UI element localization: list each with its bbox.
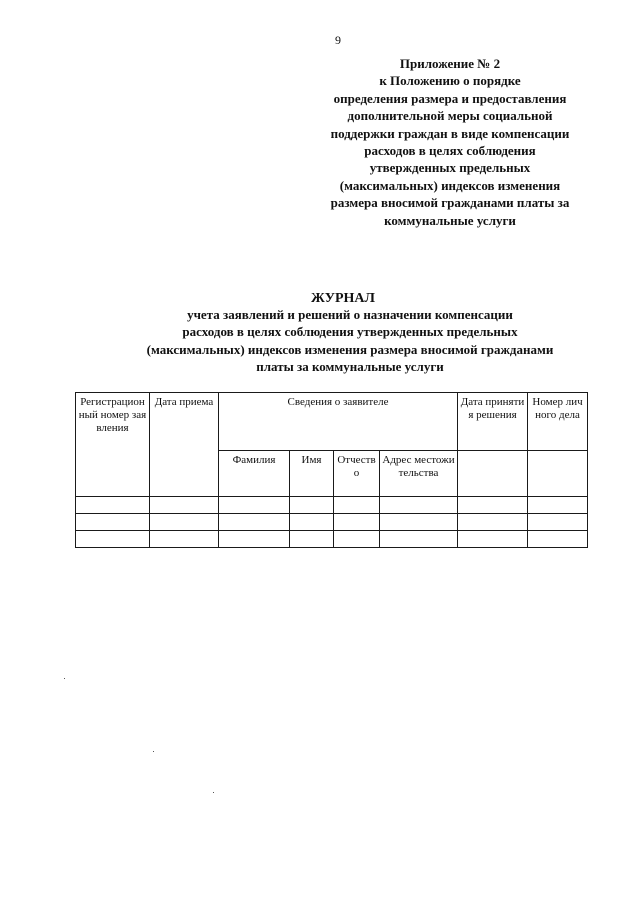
subheader-patronymic [334,451,380,497]
header-case-number [528,393,588,451]
table-cell [150,531,219,548]
appendix-header [300,55,600,229]
table-cell [290,514,334,531]
table-cell [290,531,334,548]
appendix-line: Приложение № 2 [399,56,501,71]
table-cell [76,497,150,514]
header-reg-number [76,393,150,497]
header-decision-date [458,393,528,451]
table-cell [150,514,219,531]
page-number: 9 [335,33,341,47]
table-cell [76,531,150,548]
journal-subtitle-line: платы за коммунальные услуги [256,358,444,374]
journal-subtitle-line: учета заявлений и решений о назначении компенсации [187,307,513,322]
header-case-number-text: Номер личного дела [532,396,583,421]
journal-subtitle [60,306,640,375]
subheader-surname-text: Фамилия [232,454,276,466]
table-cell [219,531,290,548]
subheader-patronymic-text: Отчество [337,454,376,479]
table-row [76,497,588,514]
table-cell [219,497,290,514]
subheader-case-number-empty [528,451,588,497]
journal-subtitle-line: (максимальных) индексов изменения размера вносимой гражданами [146,341,554,357]
appendix-line: определения размера и предоставления [333,90,567,106]
header-date-received [150,393,219,497]
appendix-line: к Положению о порядке [379,73,521,89]
table-cell [219,514,290,531]
scan-speck [64,678,65,679]
table-cell [290,497,334,514]
subheader-address-text: Адрес местожительства [382,454,455,479]
header-applicant-info [219,393,458,451]
table-cell [150,497,219,514]
register-table [75,392,588,548]
table-cell [76,514,150,531]
table-row [76,531,588,548]
header-applicant-info-text: Сведения о заявителе [287,396,389,408]
table-cell [334,497,380,514]
appendix-line: размера вносимой гражданами платы за [330,195,570,211]
subheader-address [380,451,458,497]
subheader-name-text: Имя [301,454,322,466]
table-cell [334,514,380,531]
appendix-line: коммунальные услуги [384,212,516,228]
appendix-line: дополнительной меры социальной [347,108,553,124]
journal-subtitle-line: расходов в целях соблюдения утвержденных предельных [182,324,518,340]
table-cell [334,531,380,548]
appendix-line: утвержденных предельных [369,160,531,176]
table-cell [458,497,528,514]
subheader-decision-date-empty [458,451,528,497]
subheader-surname [219,451,290,497]
table-cell [458,514,528,531]
header-decision-date-text: Дата принятия решения [460,396,525,421]
scan-speck [153,751,154,752]
table-cell [528,514,588,531]
appendix-line: расходов в целях соблюдения [364,143,536,159]
appendix-line: поддержки граждан в виде компенсации [330,125,570,141]
journal-title: ЖУРНАЛ [311,291,375,306]
subheader-name [290,451,334,497]
table-cell [528,531,588,548]
table-cell [528,497,588,514]
appendix-line: (максимальных) индексов изменения [339,177,561,193]
header-reg-number-text: Регистрационный номер заявления [78,396,147,434]
table-cell [458,531,528,548]
scan-speck [213,792,214,793]
header-date-received-text: Дата приема [154,396,214,408]
table-cell [380,497,458,514]
table-cell [380,514,458,531]
table-row [76,514,588,531]
table-cell [380,531,458,548]
